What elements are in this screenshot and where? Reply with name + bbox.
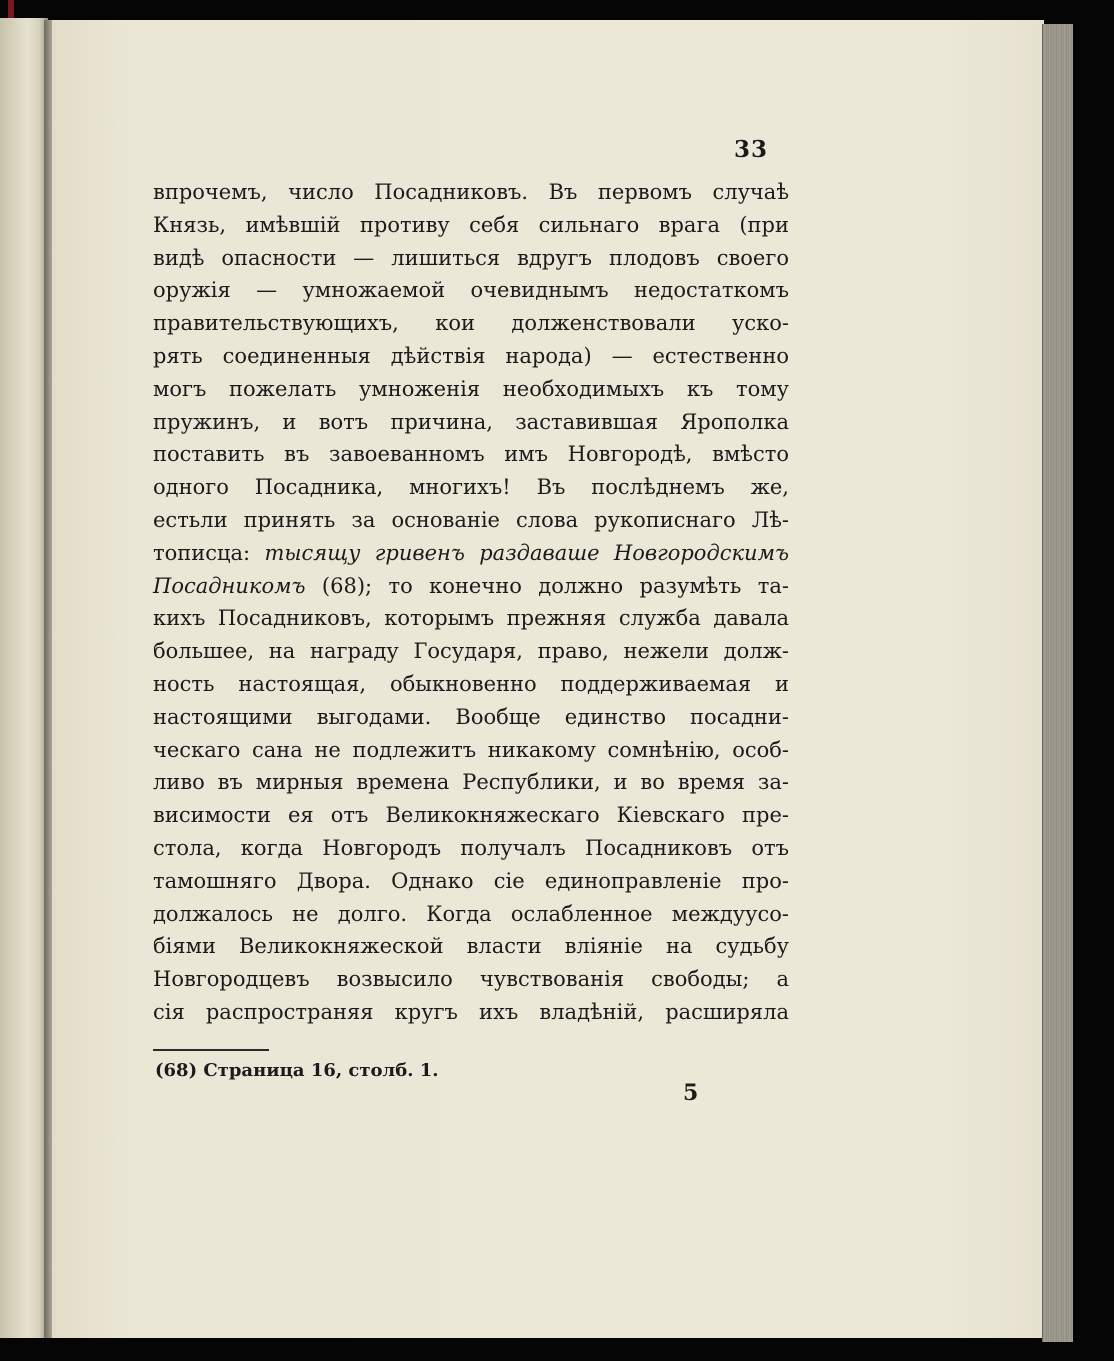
text-line: біями Великокняжеской власти вліяніе на судьбу xyxy=(153,934,789,959)
text-line: сія распространяя кругъ ихъ владѣній, расширяла xyxy=(153,999,789,1024)
text-line: поставить въ завоеванномъ имъ Новгородѣ, вмѣсто xyxy=(153,442,789,467)
footnote: (68) Страница 16, столб. 1. xyxy=(155,1060,439,1081)
quote-rest: (68); то конечно должно разумѣть та- xyxy=(305,573,789,598)
text-line: впрочемъ, число Посадниковъ. Въ первомъ случаѣ xyxy=(153,180,789,204)
text-line: рять соединенныя дѣйствія народа) — естественно xyxy=(153,343,789,368)
text-line: стола, когда Новгородъ получалъ Посадниковъ отъ xyxy=(153,835,789,860)
left-page-edge xyxy=(0,18,48,1338)
body-text xyxy=(153,176,789,1029)
text-line: могъ пожелать умноженія необходимыхъ къ тому xyxy=(153,376,789,401)
text-line: настоящими выгодами. Вообще единство посадни- xyxy=(153,704,789,729)
footnote-rule xyxy=(153,1049,269,1051)
text-line-quote-end xyxy=(153,570,789,603)
text-line: Князь, имѣвшій противу себя сильнаго врага (при xyxy=(153,212,789,237)
text-line: должалось не долго. Когда ослабленное междуусо- xyxy=(153,901,789,926)
text-line: ческаго сана не подлежитъ никакому сомнѣнію, особ- xyxy=(153,737,789,762)
text-line: оружія — умножаемой очевиднымъ недостаткомъ xyxy=(153,278,789,303)
text-line: правительствующихъ, кои долженствовали уско- xyxy=(153,311,789,336)
text-line: ность настоящая, обыкновенно поддерживаемая и xyxy=(153,671,789,696)
quote-italic-end: Посадникомъ xyxy=(153,573,306,598)
quote-italic: тысящу гривенъ раздаваше Новгородскимъ xyxy=(264,540,789,565)
text-line: тамошняго Двора. Однако сіе единоправленіе про- xyxy=(153,868,789,893)
text-line: видѣ опасности — лишиться вдругъ плодовъ своего xyxy=(153,245,789,270)
text-line: одного Посадника, многихъ! Въ послѣднемъ же, xyxy=(153,475,789,500)
text-line: Новгородцевъ возвысило чувствованія свободы; а xyxy=(153,967,789,992)
text-line: ливо въ мирныя времена Республики, и во время за- xyxy=(153,770,789,795)
page-stack-edge xyxy=(1042,24,1073,1342)
text-line-quote xyxy=(153,537,789,570)
signature-mark: 5 xyxy=(683,1080,699,1106)
text-line: естьли принять за основаніе слова рукописнаго Лѣ- xyxy=(153,507,789,532)
page-number: 33 xyxy=(734,136,769,163)
quote-prefix: тописца: xyxy=(153,540,265,565)
text-line: пружинъ, и вотъ причина, заставившая Ярополка xyxy=(153,409,789,434)
text-line: большее, на награду Государя, право, нежели долж- xyxy=(153,639,789,664)
text-line: висимости ея отъ Великокняжескаго Кіевскаго пре- xyxy=(153,803,789,828)
text-line: кихъ Посадниковъ, которымъ прежняя служба давала xyxy=(153,606,789,631)
